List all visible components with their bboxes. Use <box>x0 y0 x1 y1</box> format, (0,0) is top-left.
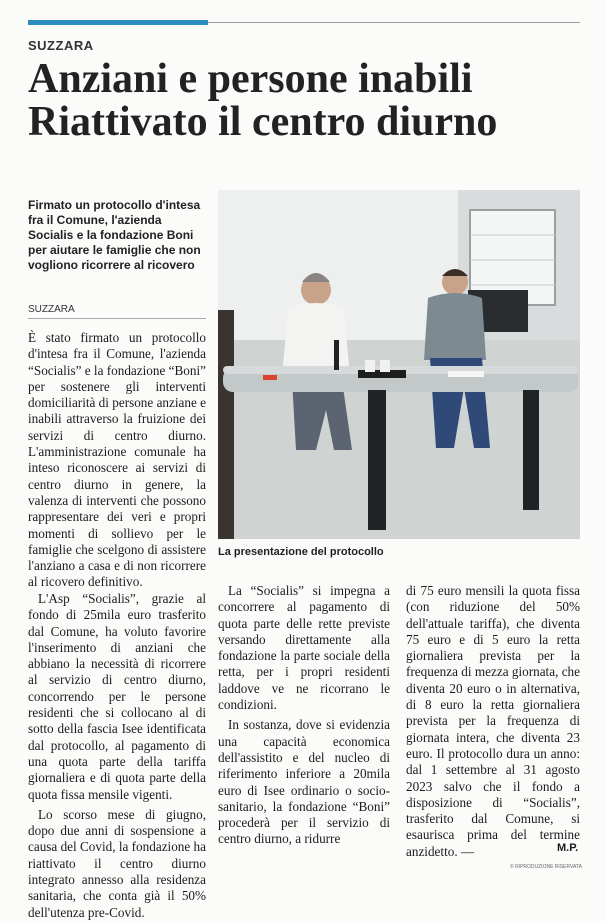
meeting-photo-illustration <box>218 190 580 539</box>
headline-line-2: Riattivato il centro diurno <box>28 99 498 145</box>
article-photo <box>218 190 580 539</box>
copyright-note: © RIPRODUZIONE RISERVATA <box>510 864 582 870</box>
column-1-top <box>28 330 206 591</box>
byline-place: SUZZARA <box>28 304 75 315</box>
headline <box>28 58 588 144</box>
author-signature: M.P. <box>557 842 579 854</box>
paragraph-1: È stato firmato un protocollo d'intesa fra il Comune, l'azienda “Socialis” e la fondazione “Boni” per sostenere gli interventi domiciliarità di persone anziane e inabili attraverso la fruizione dei servizi di centro diurno. L'amministrazione comunale ha inteso riconoscere ai servizi di centro diurno in genere, la valenza di interventi che possono rappresentare dei veri e propri momenti di sollievo per le famiglie che scelgono di assistere l'anziano a casa e di non ricorrere al ricovero definitivo. <box>28 330 206 590</box>
column-3 <box>406 583 580 860</box>
paragraph-2: L'Asp “Socialis”, grazie al fondo di 25mila euro trasferito dal Comune, ha voluto favorire l'inserimento di anziani che abbiano la necessità di ricorrere al servizio di centro diurno, concorrendo per le persone residenti che si collocano al di sotto della fascia Isee identificata dal protocollo, al pagamento di una quota parte della tariffa giornaliera e di quota parte della quota fissa mensile vigenti. <box>28 591 206 802</box>
column-1-bottom <box>28 591 206 921</box>
column-2 <box>218 583 390 848</box>
top-rule <box>208 22 580 23</box>
paragraph-5: In sostanza, dove si evidenzia una capacità economica dell'assistito e del nucleo di riferimento inferiore a 20mila euro di Isee ordinario o socio-sanitario, la fondazione “Boni” procederà per il servizio di centro diurno, a ridurre <box>218 717 390 847</box>
headline-line-1: Anziani e persone inabili <box>28 56 473 102</box>
byline-rule <box>28 318 206 319</box>
photo-caption: La presentazione del protocollo <box>218 546 384 558</box>
paragraph-3: Lo scorso mese di giugno, dopo due anni di sospensione a causa del Covid, la fondazione ha riattivato il centro diurno integrato annesso alla residenza sanitaria, che conta già il 50% dell'utenza pre-Covid. <box>28 806 206 920</box>
lead-paragraph: Firmato un protocollo d'intesa fra il Comune, l'azienda Socialis e la fondazione Boni per aiutare le famiglie che non vogliono ricorrere al ricovero <box>28 198 201 272</box>
paragraph-6: di 75 euro mensili la quota fissa (con riduzione del 50% dell'attuale tariffa), che diventa 75 euro e di 5 euro la retta giornaliera prevista per la frequenza di mezza giornata, che diventa 20 euro o in alternativa, di 8 euro la retta giornaliera prevista per la frequenza di giornata intera, che diventa 23 euro. Il protocollo dura un anno: dal 1 settembre al 31 agosto 2023 salvo che il fondo a disposizione di “Socialis”, trasferito dal Comune, si esaurisca prima del termine anzidetto. — <box>406 583 580 859</box>
section-accent-bar <box>28 20 208 25</box>
section-label: SUZZARA <box>28 38 94 53</box>
paragraph-4: La “Socialis” si impegna a concorrere al pagamento di quota parte delle rette previste versando direttamente alla fondazione la parte sociale della retta, per i propri residenti laddove ve ne ricorrano le condizioni. <box>218 583 390 713</box>
